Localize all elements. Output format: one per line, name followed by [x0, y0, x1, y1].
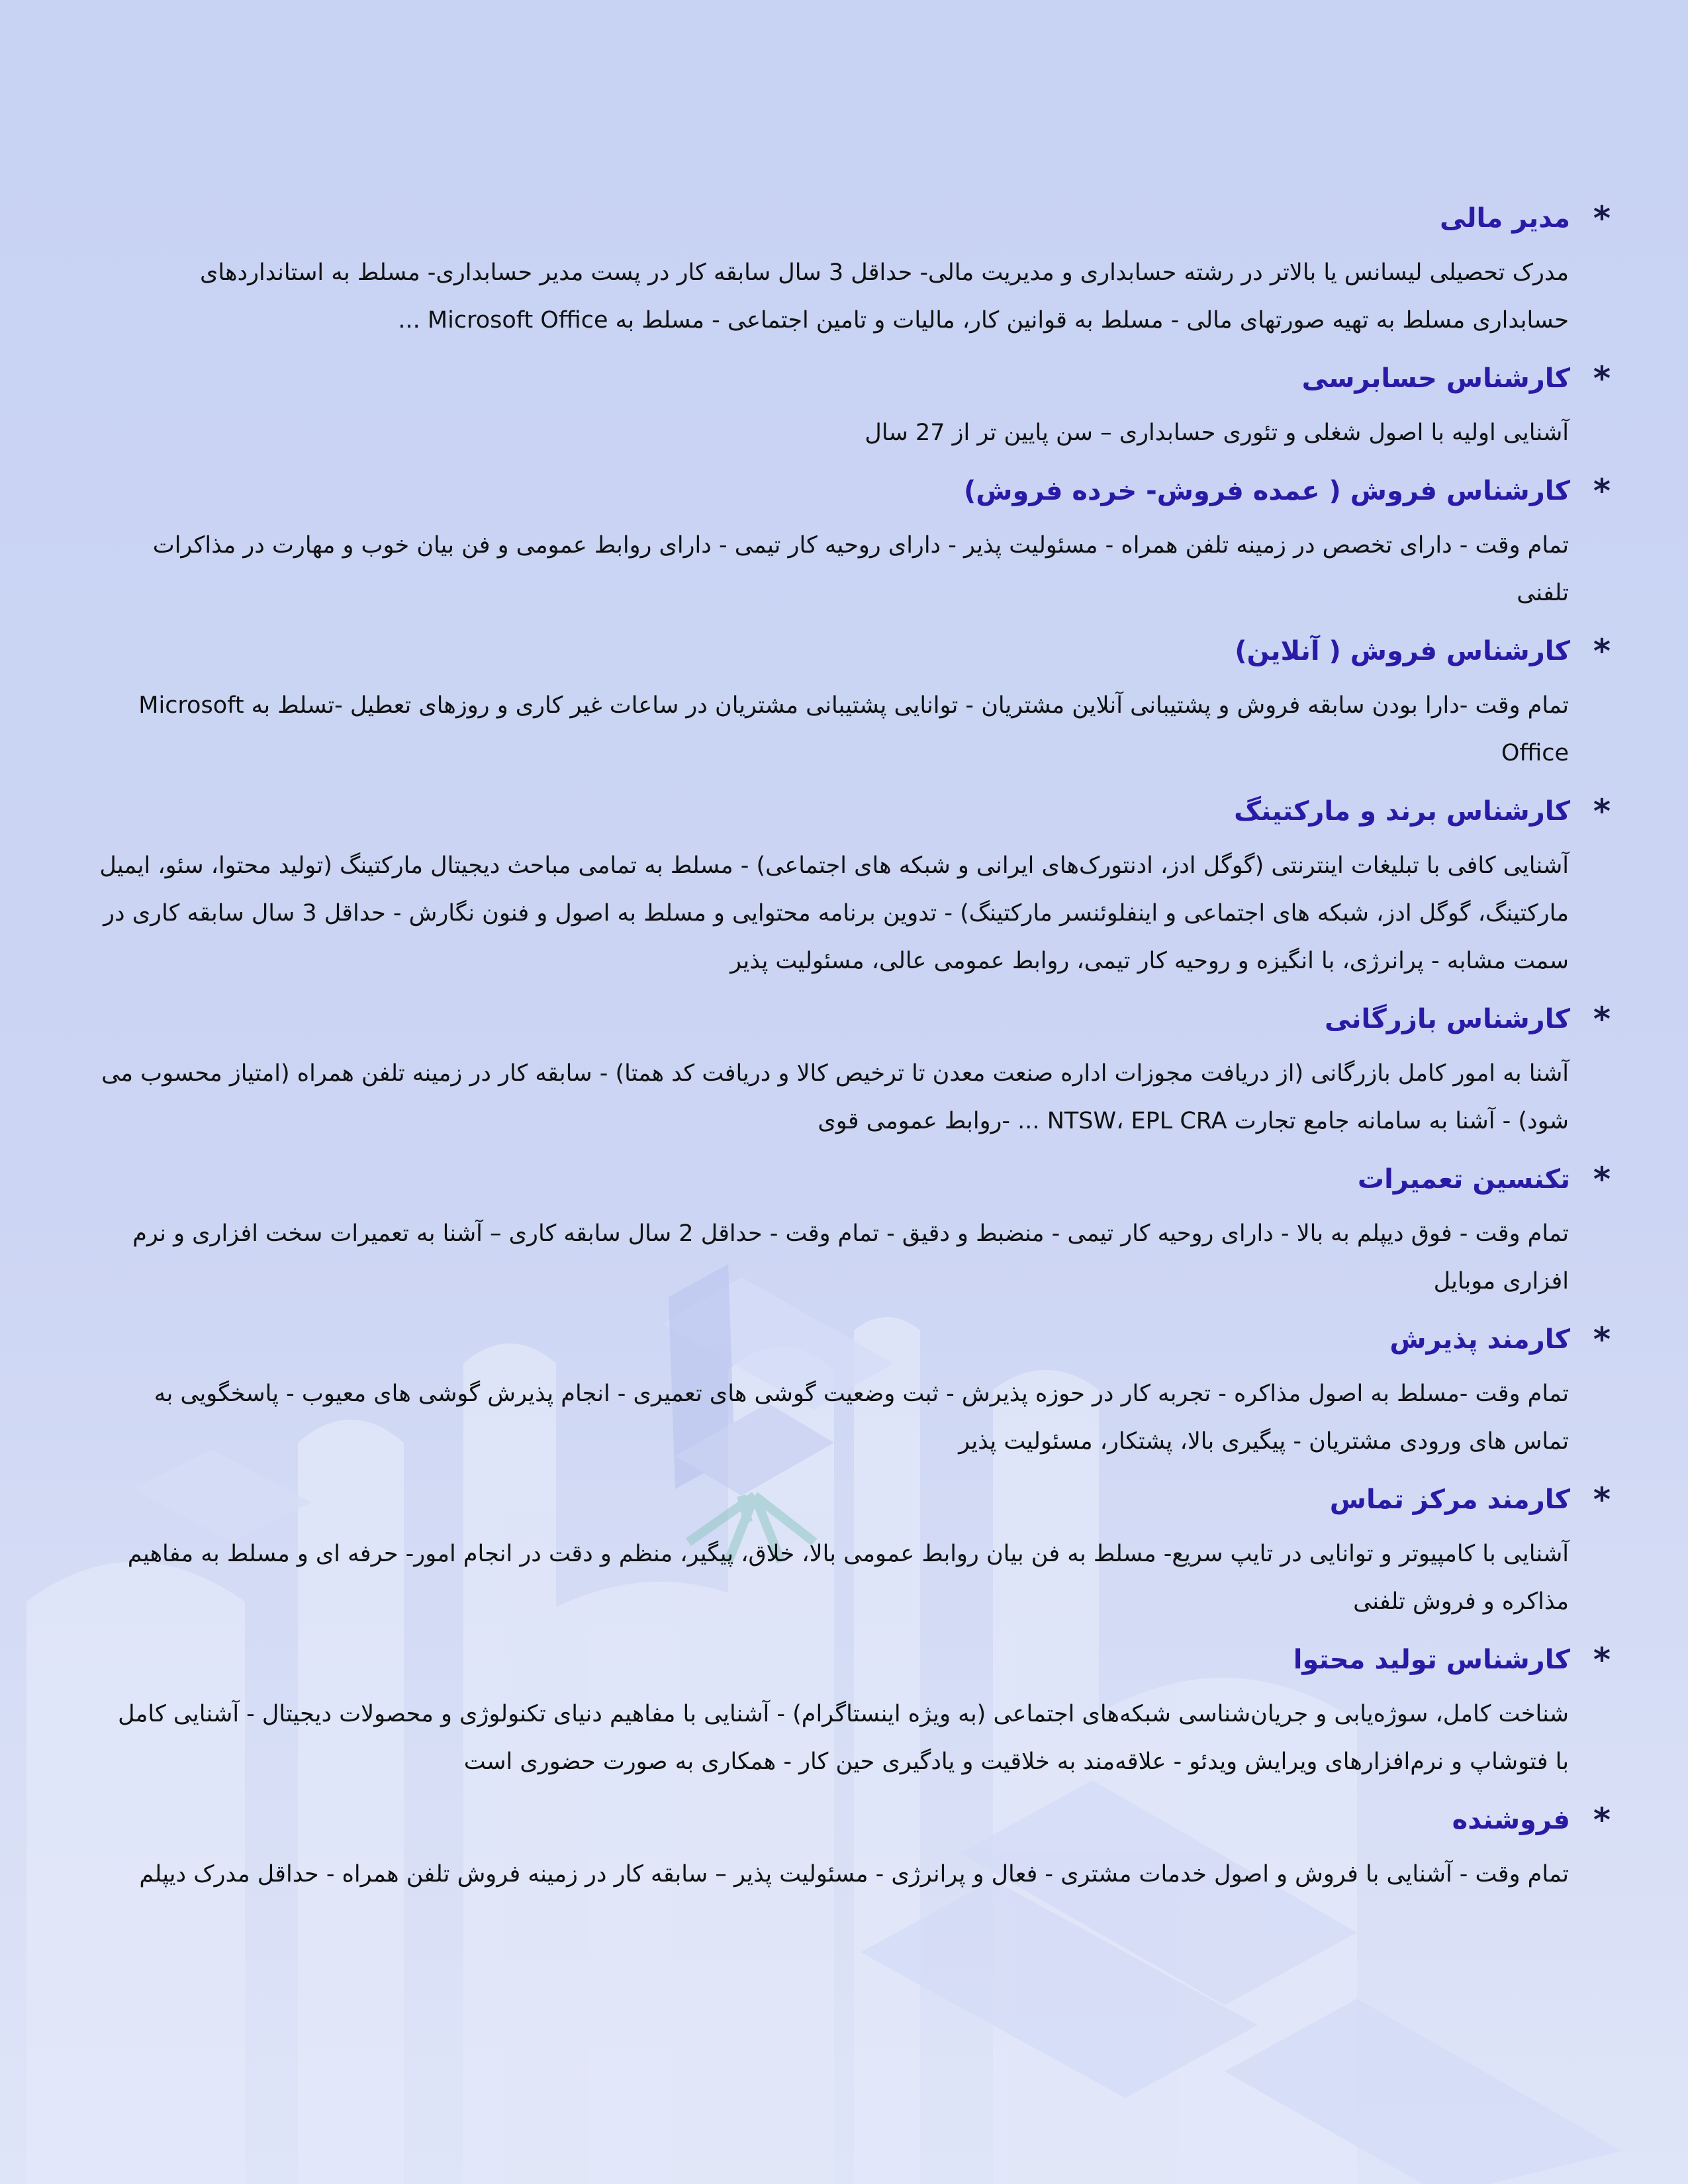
job-item-commerce-expert	[99, 999, 1615, 1145]
job-item-repair-technician	[99, 1160, 1615, 1305]
bullet-star: *	[1593, 1641, 1611, 1679]
job-title	[99, 359, 1615, 398]
job-item-sales-wholesale	[99, 471, 1615, 617]
job-title	[99, 1800, 1615, 1840]
job-description: مدرک تحصیلی لیسانس یا بالاتر در رشته حسابداری و مدیریت مالی- حداقل 3 سال سابقه کار در پست مدیر حسابداری- مسلط به استانداردهای حسابداری مسلط به تهیه صورتهای مالی - مسلط به قوانین کار، مالیات و تامین اجتماعی - مسلط به Microsoft Office ...	[200, 259, 1569, 334]
job-title	[99, 1480, 1615, 1520]
bullet-star: *	[1593, 1801, 1611, 1839]
job-item-brand-marketing	[99, 792, 1615, 985]
job-item-audit-expert	[99, 359, 1615, 457]
job-title	[99, 792, 1615, 831]
job-title-text: کارشناس برند و مارکتینگ	[1234, 796, 1570, 827]
job-description: تمام وقت -مسلط به اصول مذاکره - تجربه کار در حوزه پذیرش - ثبت وضعیت گوشی های تعمیری - انجام پذیرش گوشی های معیوب - پاسخگویی به تماس های ورودی مشتریان - پیگیری بالا، پشتکار، مسئولیت پذیر	[154, 1381, 1569, 1455]
job-title	[99, 631, 1615, 671]
bullet-star: *	[1593, 1160, 1611, 1199]
job-description: آشنا به امور کامل بازرگانی (از دریافت مجوزات اداره صنعت معدن تا ترخیص کالا و دریافت کد همتا) - سابقه کار در زمینه تلفن همراه (امتیاز محسوب می شود) - آشنا به سامانه جامع تجارت NTSW، EPL CRA ... -روابط عمومی قوی	[101, 1060, 1569, 1134]
job-title-text: کارشناس فروش ( آنلاین)	[1235, 636, 1570, 666]
job-description: شناخت کامل، سوژه‌یابی و جریان‌شناسی شبکه‌های اجتماعی (به ویژه اینستاگرام) - آشنایی با مفاهیم دنیای تکنولوژی و محصولات دیجیتال - آشنایی کامل با فتوشاپ و نرم‌افزارهای ویرایش ویدئو - علاقه‌مند به خلاقیت و یادگیری حین کار - همکاری به صورت حضوری است	[118, 1701, 1569, 1775]
job-item-finance-manager	[99, 199, 1615, 344]
job-title	[99, 199, 1615, 238]
job-title-text: کارمند مرکز تماس	[1329, 1484, 1570, 1515]
bullet-star: *	[1593, 199, 1611, 238]
job-description: تمام وقت - دارای تخصص در زمینه تلفن همراه - مسئولیت پذیر - دارای روحیه کار تیمی - دارای روابط عمومی و فن بیان خوب و مهارت در مذاکرات تلفنی	[152, 532, 1569, 606]
job-title	[99, 1640, 1615, 1680]
job-item-salesperson	[99, 1800, 1615, 1898]
job-title	[99, 999, 1615, 1039]
job-title-text: کارشناس تولید محتوا	[1293, 1645, 1570, 1675]
bullet-star: *	[1593, 359, 1611, 398]
job-list	[99, 199, 1615, 1913]
job-description: تمام وقت - آشنایی با فروش و اصول خدمات مشتری - فعال و پرانرژی - مسئولیت پذیر – سابقه کار در زمینه فروش تلفن همراه - حداقل مدرک دیپلم	[139, 1861, 1569, 1888]
job-title-text: کارشناس بازرگانی	[1325, 1004, 1570, 1034]
job-title	[99, 1160, 1615, 1199]
job-title-text: کارمند پذیرش	[1389, 1324, 1570, 1355]
job-item-content-creator	[99, 1640, 1615, 1786]
job-item-call-center	[99, 1480, 1615, 1625]
bullet-star: *	[1593, 632, 1611, 670]
job-title-text: فروشنده	[1452, 1805, 1570, 1835]
bullet-star: *	[1593, 472, 1611, 510]
job-description: تمام وقت - فوق دیپلم به بالا - دارای روحیه کار تیمی - منضبط و دقیق - تمام وقت - حداقل 2 سال سابقه کاری – آشنا به تعمیرات سخت افزاری و نرم افزاری موبایل	[132, 1220, 1569, 1295]
job-title	[99, 471, 1615, 511]
job-title-text: کارشناس فروش ( عمده فروش- خرده فروش)	[963, 476, 1570, 506]
bullet-star: *	[1593, 1320, 1611, 1359]
bullet-star: *	[1593, 1000, 1611, 1038]
bullet-star: *	[1593, 1480, 1611, 1519]
job-title-text: تکنسین تعمیرات	[1357, 1164, 1570, 1195]
job-description: آشنایی کافی با تبلیغات اینترنتی (گوگل ادز، ادنتورک‌های ایرانی و شبکه های اجتماعی) - مسلط به تمامی مباحث دیجیتال مارکتینگ (تولید محتوا، سئو، ایمیل مارکتینگ، گوگل ادز، شبکه های اجتماعی و اینفلوئنسر مارکتینگ) - تدوین برنامه محتوایی و مسلط به اصول و فنون نگارش - حداقل 3 سال سابقه کاری در سمت مشابه - پرانرژی، با انگیزه و روحیه کار تیمی، روابط عمومی عالی، مسئولیت پذیر	[99, 852, 1569, 974]
job-description: آشنایی با کامپیوتر و توانایی در تایپ سریع- مسلط به فن بیان روابط عمومی بالا، خلاق، پیگیر، منظم و دقت در انجام امور- حرفه ای و مسلط به مفاهیم مذاکره و فروش تلفنی	[127, 1541, 1569, 1615]
job-title	[99, 1320, 1615, 1359]
job-title-text: کارشناس حسابرسی	[1301, 363, 1570, 394]
job-title-text: مدیر مالی	[1440, 203, 1570, 234]
job-item-sales-online	[99, 631, 1615, 777]
bullet-star: *	[1593, 792, 1611, 831]
job-description: تمام وقت -دارا بودن سابقه فروش و پشتیبانی آنلاین مشتریان - توانایی پشتیبانی مشتریان در ساعات غیر کاری و روزهای تعطیل -تسلط به Microsoft Office	[138, 692, 1569, 766]
job-item-reception-staff	[99, 1320, 1615, 1465]
job-description: آشنایی اولیه با اصول شغلی و تئوری حسابداری – سن پایین تر از 27 سال	[865, 420, 1569, 446]
